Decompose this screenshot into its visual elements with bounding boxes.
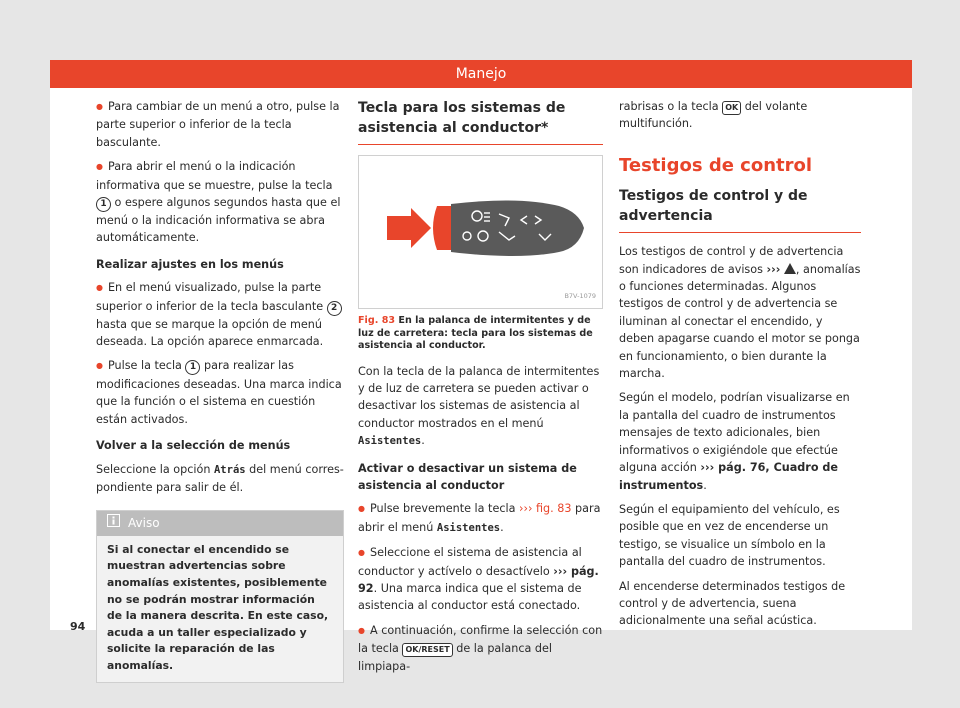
list-item: ● Para abrir el menú o la indicación informativa que se muestre, pulse la tecla 1 o espere algunos segundos hasta que el menú o la indicación informativa se abra automáticamente. <box>96 158 344 247</box>
list-item: ● A continuación, confirme la selección con la tecla OK/RESET de la palanca del limpiapa- <box>358 622 603 675</box>
notice-header <box>97 511 343 535</box>
figure-reference[interactable]: ››› fig. 83 <box>519 502 572 516</box>
paragraph: Al encenderse determinados testigos de control y de advertencia, suena adicionalmente una señal acústica. <box>619 579 846 628</box>
paragraph: Según el modelo, podrían visualizarse en la pantalla del cuadro de instrumentos mensajes de texto adicionales, bien informativos o exigiéndole que efectúe alguna acción ››› pág. 76, Cuadro de instrumentos. <box>619 391 850 492</box>
subheading: Realizar ajustes en los menús <box>96 257 284 271</box>
figure-83 <box>358 155 603 309</box>
section-title: Tecla para los sistemas de asistencia al conductor* <box>358 98 603 145</box>
subheading: Volver a la selección de menús <box>96 439 291 453</box>
ok-key-icon: OK <box>722 101 741 115</box>
callout-number: 1 <box>185 360 200 375</box>
lever-body <box>451 200 584 256</box>
list-item: ● En el menú visualizado, pulse la parte superior o inferior de la tecla basculante 2 hasta que se marque la opción de menú deseada. La opción aparece enmarcada. <box>96 279 344 350</box>
notice-title: Aviso <box>128 515 160 530</box>
column-middle <box>358 98 603 682</box>
list-item: ● Pulse la tecla 1 para realizar las modificaciones deseadas. Una marca indica que la función o el sistema en cuestión están activados. <box>96 357 344 428</box>
callout-number: 2 <box>327 301 342 316</box>
section-header-title: Manejo <box>455 66 507 82</box>
page-reference[interactable]: ››› pág. 76, Cuadro de instrumentos <box>619 461 838 492</box>
menu-option-name: Atrás <box>213 463 246 476</box>
callout-number: 1 <box>96 197 111 212</box>
chapter-title: Testigos de control <box>619 154 813 176</box>
column-right <box>619 98 861 637</box>
paragraph: rabrisas o la tecla OK del volante multifunción. <box>619 100 808 131</box>
lever-illustration <box>359 156 602 308</box>
info-icon <box>107 514 120 532</box>
figure-caption: Fig. 83 En la palanca de intermitentes y de luz de carretera: tecla para los sistemas de asistencia al conductor. <box>358 315 593 351</box>
section-title: Testigos de control y de advertencia <box>619 186 861 233</box>
warning-triangle-icon <box>784 263 796 274</box>
figure-code: B7V-1079 <box>564 291 596 300</box>
manual-page <box>50 60 912 673</box>
page-reference[interactable]: ››› pág. 92 <box>358 564 599 595</box>
notice-text: Si al conectar el encendido se muestran advertencias sobre anomalías existentes, posiblemente no se podrán mostrar información de la manera descrita. En este caso, acuda a un taller especializado y solicite la reparación de las anomalías. <box>107 542 329 672</box>
list-item: ● Para cambiar de un menú a otro, pulse la parte superior o inferior de la tecla basculante. <box>96 98 344 151</box>
menu-name: Asistentes <box>436 521 501 534</box>
arrow-icon <box>387 208 431 248</box>
paragraph: Según el equipamiento del vehículo, es posible que en vez de encenderse un testigo, se visualice un símbolo en la pantalla del cuadro de instrumentos. <box>619 502 840 569</box>
list-item: ● Seleccione el sistema de asistencia al conductor y actívelo o desactívelo ››› pág. 92. Una marca indica que el sistema de asistencia al conductor está conectado. <box>358 544 603 615</box>
paragraph: Con la tecla de la palanca de intermitentes y de luz de carretera se pueden activar o desactivar los sistemas de asistencia al conductor mostrados en el menú Asistentes. <box>358 364 600 448</box>
lever-button <box>433 206 451 250</box>
list-item: ● Pulse brevemente la tecla ››› fig. 83 para abrir el menú Asistentes. <box>358 500 603 537</box>
paragraph: Los testigos de control y de advertencia son indicadores de avisos ››› , anomalías o funciones determinadas. Algunos testigos de control y de advertencia se iluminan al conectar el encendido, y deben apagarse cuando el motor se ponga en funcionamiento, o bien durante la marcha. <box>619 245 861 381</box>
subheading: Activar o desactivar un sistema de asistencia al conductor <box>358 461 577 492</box>
page-number: 94 <box>70 620 86 633</box>
column-left <box>96 98 344 683</box>
notice-box <box>96 510 344 683</box>
section-header <box>50 60 912 88</box>
menu-name: Asistentes <box>358 435 422 448</box>
paragraph: Seleccione la opción Atrás del menú correspondiente para salir de él. <box>96 462 344 494</box>
ok-reset-key-icon: OK/RESET <box>402 643 452 657</box>
reference-arrows[interactable]: ››› <box>766 262 781 276</box>
